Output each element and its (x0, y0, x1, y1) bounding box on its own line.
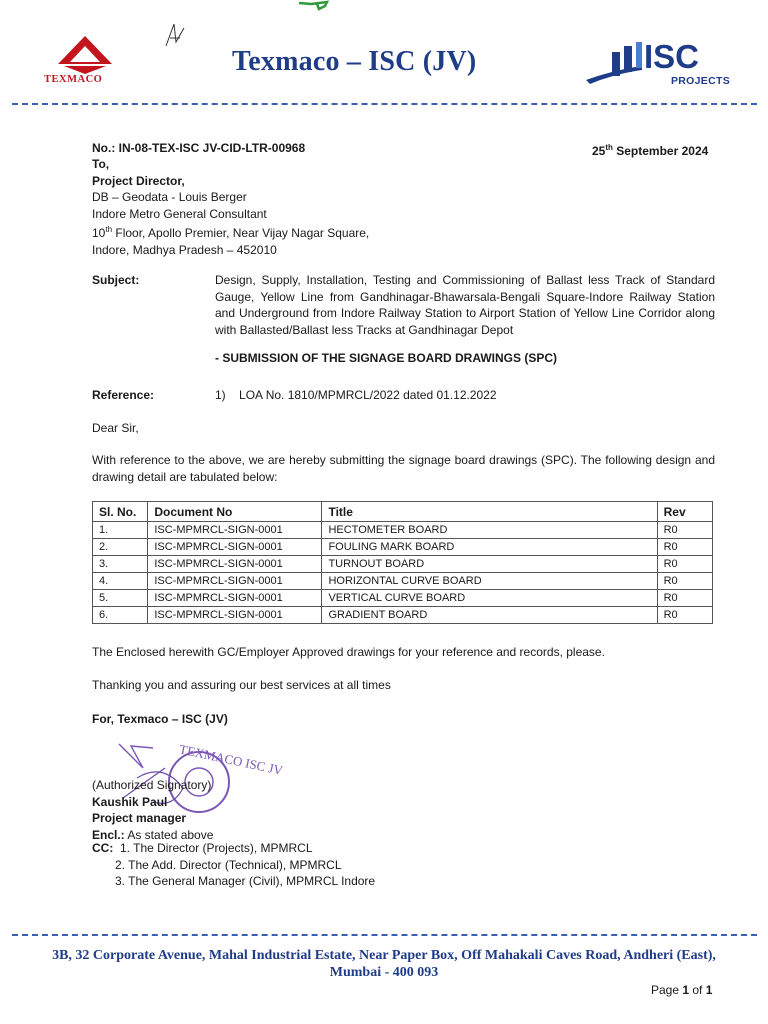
cell-document-no: ISC-MPMRCL-SIGN-0001 (148, 607, 322, 624)
green-ink-mark (297, 0, 329, 12)
subject-text: Design, Supply, Installation, Testing and Commissioning of Ballast less Track of Standard Gauge, Yellow Line from Gandhinagar-Bhawarsala-Bengali Square-Indore Railway Station and Underground from Indore Railway Station to Airport Station of Yellow Line Corridor along with Ballasted/Ballast less Tracks at Gandhinagar Depot (215, 273, 715, 337)
footer-divider (12, 934, 757, 936)
cell-title: GRADIENT BOARD (322, 607, 657, 624)
table-row (93, 556, 713, 573)
for-company-line: For, Texmaco – ISC (JV) (92, 712, 228, 726)
column-header-rev: Rev (657, 502, 712, 522)
table-row (93, 590, 713, 607)
recipient-address: 10th Floor, Apollo Premier, Near Vijay Nagar Square, (92, 225, 370, 240)
signatory-name: Kaushik Paul (92, 794, 168, 809)
cell-sl-no: 3. (93, 556, 148, 573)
table-row (93, 573, 713, 590)
recipient-line: Indore Metro General Consultant (92, 206, 267, 221)
cell-sl-no: 4. (93, 573, 148, 590)
cell-title: TURNOUT BOARD (322, 556, 657, 573)
cell-title: HECTOMETER BOARD (322, 522, 657, 539)
cc-item: 3. The General Manager (Civil), MPMRCL Indore (115, 874, 376, 888)
texmaco-logo-text: TEXMACO (44, 74, 103, 85)
footer-address-line: Mumbai - 400 093 (329, 965, 439, 980)
letter-date: 25th September 2024 (592, 143, 709, 158)
column-header-title: Title (322, 502, 657, 522)
cell-rev: R0 (657, 573, 712, 590)
reference-item: 1) LOA No. 1810/MPMRCL/2022 dated 01.12.2022 (215, 388, 497, 402)
cell-document-no: ISC-MPMRCL-SIGN-0001 (148, 522, 322, 539)
authorized-signatory: (Authorized Signatory) (92, 778, 212, 792)
footer-address-line: 3B, 32 Corporate Avenue, Mahal Industrial Estate, Near Paper Box, Off Mahakali Caves Road, Andheri (East), (52, 948, 716, 963)
page-title: Texmaco – ISC (JV) (232, 46, 477, 77)
cell-document-no: ISC-MPMRCL-SIGN-0001 (148, 590, 322, 607)
cc-item: 2. The Add. Director (Technical), MPMRCL (115, 857, 342, 872)
cell-sl-no: 5. (93, 590, 148, 607)
cell-sl-no: 6. (93, 607, 148, 624)
cell-rev: R0 (657, 522, 712, 539)
drawing-table (92, 501, 713, 624)
enclosed-note: The Enclosed herewith GC/Employer Approved drawings for your reference and records, please. (92, 645, 605, 659)
cc-block (92, 840, 375, 890)
cell-document-no: ISC-MPMRCL-SIGN-0001 (148, 556, 322, 573)
header-divider (12, 103, 757, 105)
to-label: To, (92, 157, 110, 171)
cell-sl-no: 2. (93, 539, 148, 556)
greeting: Dear Sir, (92, 421, 139, 435)
enclosure-line: Encl.: As stated above (92, 827, 214, 842)
cell-rev: R0 (657, 556, 712, 573)
signature-block (92, 777, 213, 843)
cell-document-no: ISC-MPMRCL-SIGN-0001 (148, 539, 322, 556)
table-row (93, 522, 713, 539)
thanks-line: Thanking you and assuring our best services at all times (92, 678, 391, 692)
isc-logo-subtext: PROJECTS (671, 75, 730, 87)
cell-document-no: ISC-MPMRCL-SIGN-0001 (148, 573, 322, 590)
table-row (93, 607, 713, 624)
cell-rev: R0 (657, 607, 712, 624)
submission-heading: - SUBMISSION OF THE SIGNAGE BOARD DRAWINGS (SPC) (215, 351, 558, 365)
cc-item: CC: 1. The Director (Projects), MPMRCL (92, 841, 313, 855)
cell-sl-no: 1. (93, 522, 148, 539)
subject-label: Subject: (92, 273, 140, 287)
recipient-line: DB – Geodata - Louis Berger (92, 190, 247, 204)
recipient-block (92, 156, 369, 258)
intro-paragraph: With reference to the above, we are hereby submitting the signage board drawings (SPC). The following design and drawing detail are tabulated below: (92, 453, 715, 484)
column-header-document-no: Document No (148, 502, 322, 522)
letter-reference-number: No.: IN-08-TEX-ISC JV-CID-LTR-00968 (92, 141, 306, 155)
footer-address (20, 947, 748, 981)
page-number: Page 1 of 1 (651, 983, 713, 997)
column-header-sl-no: Sl. No. (93, 502, 148, 522)
handwritten-initial-icon (160, 20, 190, 50)
reference-label: Reference: (92, 388, 155, 402)
table-header-row (93, 502, 713, 522)
isc-logo-text: ISC (644, 38, 700, 75)
cell-title: FOULING MARK BOARD (322, 539, 657, 556)
cell-rev: R0 (657, 590, 712, 607)
table-row (93, 539, 713, 556)
stamp-label: TEXMACO ISC JV (177, 741, 285, 778)
recipient-title: Project Director, (92, 173, 185, 188)
recipient-city: Indore, Madhya Pradesh – 452010 (92, 242, 277, 257)
cell-rev: R0 (657, 539, 712, 556)
cell-title: VERTICAL CURVE BOARD (322, 590, 657, 607)
cell-title: HORIZONTAL CURVE BOARD (322, 573, 657, 590)
signatory-designation: Project manager (92, 811, 187, 825)
